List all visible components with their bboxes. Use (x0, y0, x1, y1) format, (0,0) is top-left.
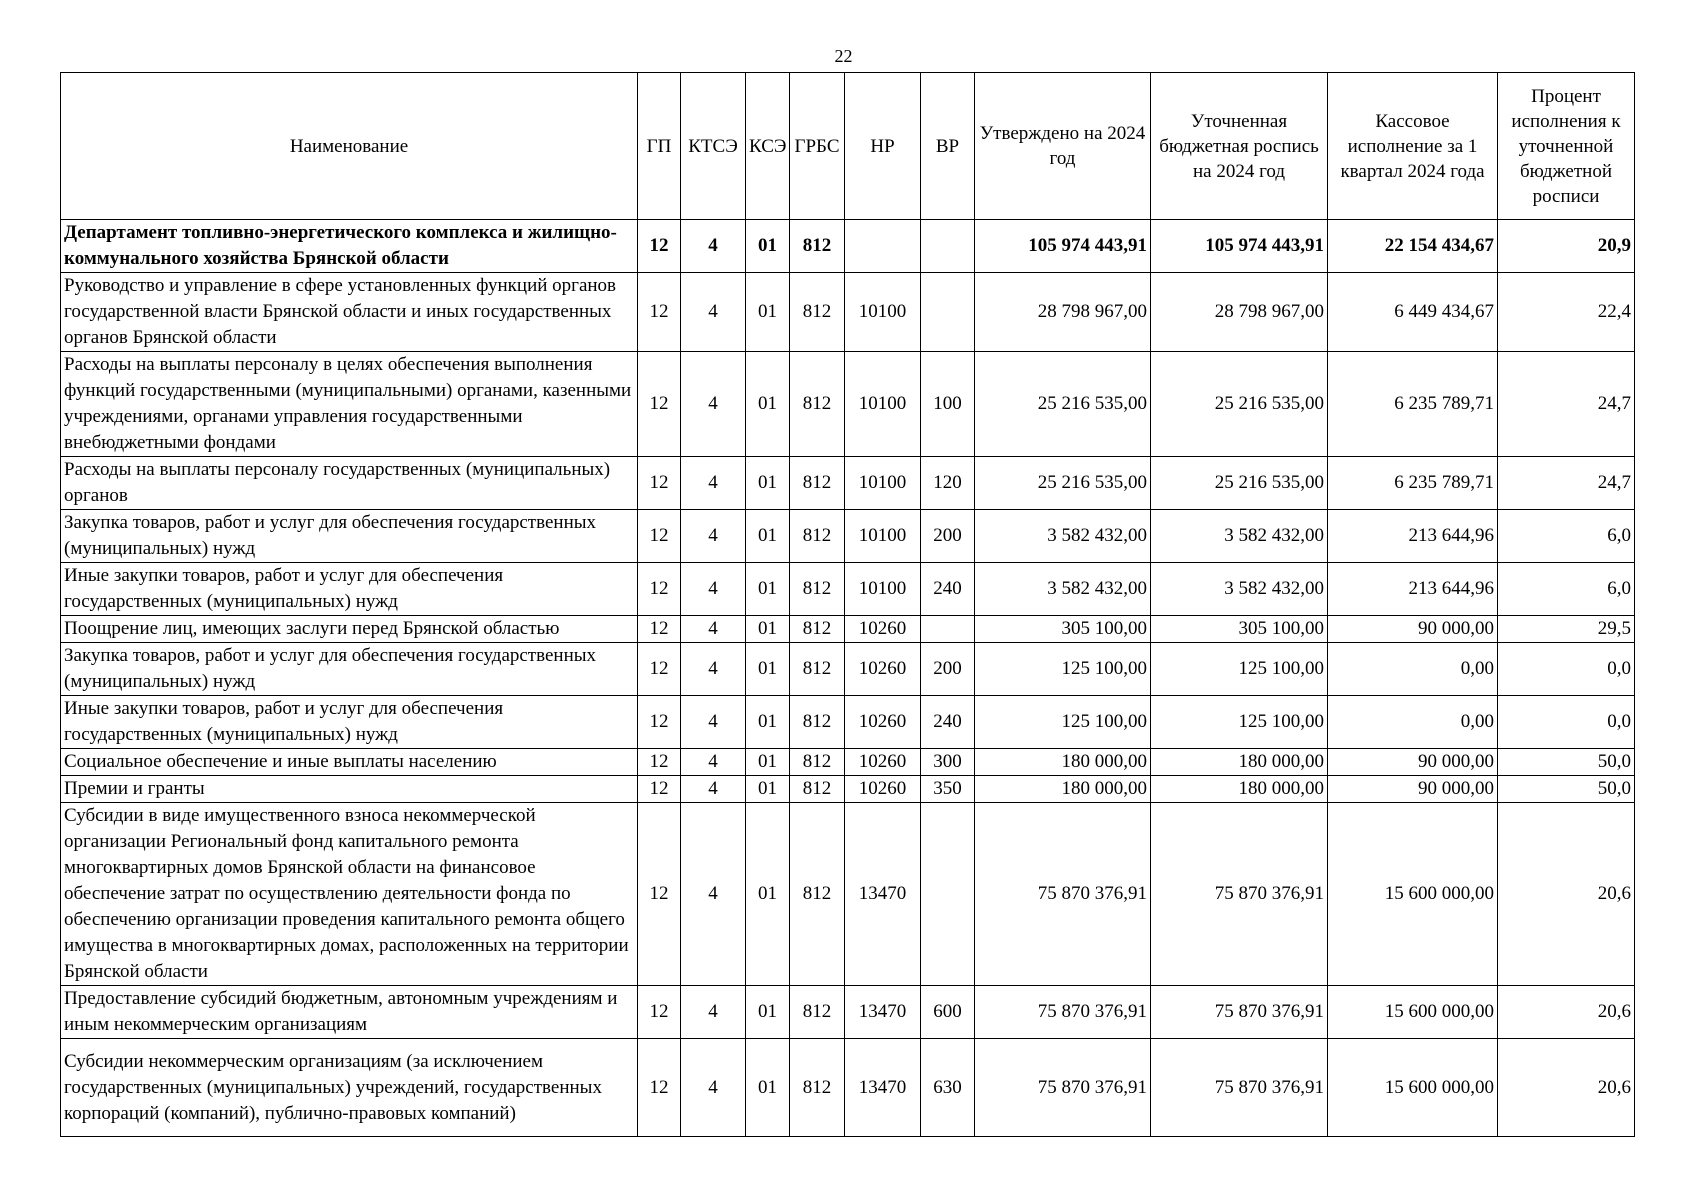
cell-kse: 01 (746, 1039, 790, 1137)
cell-vr: 200 (921, 510, 975, 563)
cell-name: Расходы на выплаты персоналу государственных (муниципальных) органов (61, 457, 638, 510)
cell-ktse: 4 (681, 273, 746, 352)
cell-ktse: 4 (681, 352, 746, 457)
cell-approved: 75 870 376,91 (975, 1039, 1151, 1137)
cell-ktse: 4 (681, 696, 746, 749)
cell-kse: 01 (746, 616, 790, 643)
cell-cash: 6 449 434,67 (1328, 273, 1498, 352)
cell-vr: 120 (921, 457, 975, 510)
cell-name: Закупка товаров, работ и услуг для обеспечения государственных (муниципальных) нужд (61, 643, 638, 696)
cell-grbs: 812 (790, 563, 845, 616)
cell-cash: 90 000,00 (1328, 776, 1498, 803)
cell-refined: 3 582 432,00 (1151, 510, 1328, 563)
cell-gp: 12 (638, 803, 681, 986)
cell-cash: 0,00 (1328, 696, 1498, 749)
cell-ktse: 4 (681, 563, 746, 616)
cell-vr: 240 (921, 563, 975, 616)
cell-grbs: 812 (790, 643, 845, 696)
table-row (61, 696, 1635, 749)
cell-refined: 25 216 535,00 (1151, 352, 1328, 457)
cell-np: 13470 (845, 1039, 921, 1137)
table-row (61, 749, 1635, 776)
cell-name: Закупка товаров, работ и услуг для обеспечения государственных (муниципальных) нужд (61, 510, 638, 563)
cell-cash: 22 154 434,67 (1328, 220, 1498, 273)
cell-np: 10260 (845, 643, 921, 696)
cell-kse: 01 (746, 776, 790, 803)
cell-name: Социальное обеспечение и иные выплаты населению (61, 749, 638, 776)
cell-vr (921, 220, 975, 273)
cell-approved: 305 100,00 (975, 616, 1151, 643)
cell-percent: 20,9 (1498, 220, 1635, 273)
cell-cash: 6 235 789,71 (1328, 352, 1498, 457)
cell-refined: 25 216 535,00 (1151, 457, 1328, 510)
cell-grbs: 812 (790, 1039, 845, 1137)
header-kse: КСЭ (746, 73, 790, 220)
cell-percent: 6,0 (1498, 510, 1635, 563)
cell-gp: 12 (638, 510, 681, 563)
cell-kse: 01 (746, 563, 790, 616)
cell-np: 10100 (845, 510, 921, 563)
cell-np: 13470 (845, 986, 921, 1039)
cell-gp: 12 (638, 352, 681, 457)
table-row (61, 1039, 1635, 1137)
cell-refined: 105 974 443,91 (1151, 220, 1328, 273)
cell-grbs: 812 (790, 986, 845, 1039)
cell-np (845, 220, 921, 273)
cell-name: Поощрение лиц, имеющих заслуги перед Брянской областью (61, 616, 638, 643)
table-row (61, 352, 1635, 457)
header-row (61, 73, 1635, 220)
cell-approved: 75 870 376,91 (975, 803, 1151, 986)
cell-kse: 01 (746, 803, 790, 986)
cell-refined: 180 000,00 (1151, 749, 1328, 776)
table-row (61, 616, 1635, 643)
cell-ktse: 4 (681, 220, 746, 273)
cell-gp: 12 (638, 643, 681, 696)
cell-cash: 6 235 789,71 (1328, 457, 1498, 510)
cell-refined: 125 100,00 (1151, 696, 1328, 749)
cell-name: Расходы на выплаты персоналу в целях обеспечения выполнения функций государственными (муниципальными) органами, казенными учреждениями, органами управления государственными внебюджетными фондами (61, 352, 638, 457)
cell-refined: 180 000,00 (1151, 776, 1328, 803)
header-cash: Кассовое исполнение за 1 квартал 2024 года (1328, 73, 1498, 220)
cell-grbs: 812 (790, 803, 845, 986)
cell-ktse: 4 (681, 457, 746, 510)
cell-refined: 125 100,00 (1151, 643, 1328, 696)
table-row (61, 510, 1635, 563)
cell-name: Руководство и управление в сфере установленных функций органов государственной власти Брянской области и иных государственных органов Брянской области (61, 273, 638, 352)
cell-gp: 12 (638, 457, 681, 510)
cell-np: 10260 (845, 696, 921, 749)
cell-refined: 75 870 376,91 (1151, 1039, 1328, 1137)
cell-gp: 12 (638, 776, 681, 803)
cell-approved: 125 100,00 (975, 696, 1151, 749)
cell-cash: 15 600 000,00 (1328, 986, 1498, 1039)
cell-gp: 12 (638, 986, 681, 1039)
cell-approved: 3 582 432,00 (975, 510, 1151, 563)
cell-kse: 01 (746, 749, 790, 776)
cell-np: 10100 (845, 563, 921, 616)
cell-refined: 28 798 967,00 (1151, 273, 1328, 352)
cell-approved: 125 100,00 (975, 643, 1151, 696)
cell-gp: 12 (638, 696, 681, 749)
cell-approved: 180 000,00 (975, 749, 1151, 776)
cell-kse: 01 (746, 986, 790, 1039)
table-body (61, 220, 1635, 1137)
cell-np: 10260 (845, 749, 921, 776)
cell-ktse: 4 (681, 986, 746, 1039)
cell-ktse: 4 (681, 803, 746, 986)
cell-approved: 75 870 376,91 (975, 986, 1151, 1039)
table-row (61, 643, 1635, 696)
cell-np: 10260 (845, 776, 921, 803)
cell-grbs: 812 (790, 749, 845, 776)
cell-name: Департамент топливно-энергетического комплекса и жилищно-коммунального хозяйства Брянской области (61, 220, 638, 273)
table-row (61, 273, 1635, 352)
cell-name: Предоставление субсидий бюджетным, автономным учреждениям и иным некоммерческим организациям (61, 986, 638, 1039)
cell-percent: 50,0 (1498, 776, 1635, 803)
cell-ktse: 4 (681, 510, 746, 563)
cell-np: 10260 (845, 616, 921, 643)
cell-cash: 90 000,00 (1328, 749, 1498, 776)
cell-approved: 180 000,00 (975, 776, 1151, 803)
cell-np: 10100 (845, 273, 921, 352)
cell-percent: 20,6 (1498, 986, 1635, 1039)
cell-vr (921, 273, 975, 352)
page-number: 22 (834, 46, 853, 66)
table-row (61, 776, 1635, 803)
cell-grbs: 812 (790, 510, 845, 563)
cell-percent: 6,0 (1498, 563, 1635, 616)
cell-vr: 240 (921, 696, 975, 749)
cell-approved: 105 974 443,91 (975, 220, 1151, 273)
cell-kse: 01 (746, 220, 790, 273)
cell-name: Иные закупки товаров, работ и услуг для обеспечения государственных (муниципальных) нужд (61, 696, 638, 749)
cell-ktse: 4 (681, 1039, 746, 1137)
cell-ktse: 4 (681, 776, 746, 803)
cell-np: 10100 (845, 457, 921, 510)
cell-vr (921, 616, 975, 643)
budget-table (60, 72, 1635, 1137)
cell-percent: 50,0 (1498, 749, 1635, 776)
cell-ktse: 4 (681, 643, 746, 696)
cell-approved: 25 216 535,00 (975, 457, 1151, 510)
cell-np: 10100 (845, 352, 921, 457)
header-ktse: КТСЭ (681, 73, 746, 220)
header-np: НР (845, 73, 921, 220)
cell-percent: 24,7 (1498, 457, 1635, 510)
cell-np: 13470 (845, 803, 921, 986)
cell-name: Субсидии в виде имущественного взноса некоммерческой организации Региональный фонд капитального ремонта многоквартирных домов Брянской области на финансовое обеспечение затрат по осуществлению деятельности фонда по обеспечению организации проведения капитального ремонта общего имущества в многоквартирных домах, расположенных на территории Брянской области (61, 803, 638, 986)
cell-grbs: 812 (790, 776, 845, 803)
cell-vr (921, 803, 975, 986)
cell-name: Субсидии некоммерческим организациям (за исключением государственных (муниципальных) учреждений, государственных корпораций (компаний), публично-правовых компаний) (61, 1039, 638, 1137)
cell-percent: 0,0 (1498, 643, 1635, 696)
header-refined: Уточненная бюджетная роспись на 2024 год (1151, 73, 1328, 220)
cell-vr: 300 (921, 749, 975, 776)
table-row (61, 986, 1635, 1039)
header-grbs: ГРБС (790, 73, 845, 220)
cell-percent: 0,0 (1498, 696, 1635, 749)
cell-grbs: 812 (790, 220, 845, 273)
cell-cash: 213 644,96 (1328, 563, 1498, 616)
cell-kse: 01 (746, 510, 790, 563)
cell-kse: 01 (746, 643, 790, 696)
cell-ktse: 4 (681, 616, 746, 643)
header-name: Наименование (61, 73, 638, 220)
header-vr: ВР (921, 73, 975, 220)
cell-percent: 20,6 (1498, 803, 1635, 986)
header-percent: Процент исполнения к уточненной бюджетной росписи (1498, 73, 1635, 220)
cell-vr: 200 (921, 643, 975, 696)
cell-kse: 01 (746, 457, 790, 510)
cell-refined: 75 870 376,91 (1151, 986, 1328, 1039)
cell-gp: 12 (638, 220, 681, 273)
cell-refined: 3 582 432,00 (1151, 563, 1328, 616)
cell-kse: 01 (746, 352, 790, 457)
cell-cash: 90 000,00 (1328, 616, 1498, 643)
cell-grbs: 812 (790, 696, 845, 749)
cell-kse: 01 (746, 273, 790, 352)
cell-percent: 20,6 (1498, 1039, 1635, 1137)
cell-ktse: 4 (681, 749, 746, 776)
cell-kse: 01 (746, 696, 790, 749)
cell-gp: 12 (638, 563, 681, 616)
cell-grbs: 812 (790, 352, 845, 457)
cell-vr: 600 (921, 986, 975, 1039)
cell-gp: 12 (638, 749, 681, 776)
header-approved: Утверждено на 2024 год (975, 73, 1151, 220)
cell-grbs: 812 (790, 616, 845, 643)
cell-approved: 28 798 967,00 (975, 273, 1151, 352)
cell-vr: 350 (921, 776, 975, 803)
table-row (61, 803, 1635, 986)
cell-grbs: 812 (790, 457, 845, 510)
cell-approved: 3 582 432,00 (975, 563, 1151, 616)
cell-cash: 15 600 000,00 (1328, 803, 1498, 986)
cell-percent: 29,5 (1498, 616, 1635, 643)
table-row (61, 563, 1635, 616)
table-row (61, 220, 1635, 273)
cell-grbs: 812 (790, 273, 845, 352)
cell-cash: 213 644,96 (1328, 510, 1498, 563)
cell-gp: 12 (638, 616, 681, 643)
cell-cash: 15 600 000,00 (1328, 1039, 1498, 1137)
cell-vr: 100 (921, 352, 975, 457)
table-row (61, 457, 1635, 510)
header-gp: ГП (638, 73, 681, 220)
cell-vr: 630 (921, 1039, 975, 1137)
cell-gp: 12 (638, 273, 681, 352)
cell-name: Премии и гранты (61, 776, 638, 803)
cell-name: Иные закупки товаров, работ и услуг для обеспечения государственных (муниципальных) нужд (61, 563, 638, 616)
cell-approved: 25 216 535,00 (975, 352, 1151, 457)
cell-percent: 24,7 (1498, 352, 1635, 457)
cell-percent: 22,4 (1498, 273, 1635, 352)
cell-refined: 305 100,00 (1151, 616, 1328, 643)
cell-cash: 0,00 (1328, 643, 1498, 696)
cell-refined: 75 870 376,91 (1151, 803, 1328, 986)
cell-gp: 12 (638, 1039, 681, 1137)
